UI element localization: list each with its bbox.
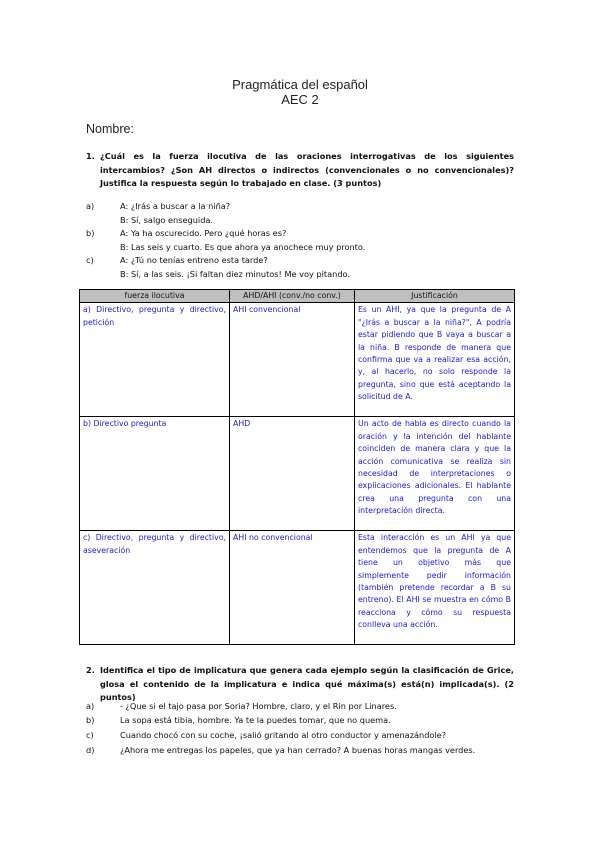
example-text: - ¿Que si el tajo pasa por Soria? Hombre, claro, y el Rin por Linares. xyxy=(120,701,397,711)
exchange-c xyxy=(86,254,516,281)
tipo-cell: AHD xyxy=(230,417,355,531)
question-text: ¿Cuál es la fuerza ilocutiva de las oraciones interrogativas de los siguientes intercambios? ¿Son AH directos o indirectos (convencionales o no convencionales)? Justifica la respuesta según lo trabajado en clase. (3 puntos) xyxy=(100,151,514,188)
table-row xyxy=(80,417,515,531)
exchange-line: B: Sí, a las seis. ¡Si faltan diez minutos! Me voy pitando. xyxy=(120,268,351,279)
exchange-line: A: Ya ha oscurecido. Pero ¿qué horas es? xyxy=(120,228,287,238)
fuerza-cell: b) Directivo pregunta xyxy=(80,417,230,531)
course-title: Pragmática del español xyxy=(232,77,368,92)
example-a xyxy=(86,700,516,714)
answer-table xyxy=(79,289,515,645)
tipo-cell: AHI no convencional xyxy=(230,531,355,645)
justificacion-cell: Es un AHI, ya que la pregunta de A "¿Irás a buscar a la niña?", A podría estar pidiendo que B vaya a buscar a la niña. B responde de manera que confirma que va a realizar esa acción, y, al hacerlo, no solo responde la pregunta, sino que está aceptando la solicitud de A. xyxy=(355,303,515,417)
tipo-cell: AHI convencional xyxy=(230,303,355,417)
example-label: c) xyxy=(86,730,94,740)
exchange-line: A: ¿Irás a buscar a la niña? xyxy=(120,201,231,211)
question-number: 1. xyxy=(86,151,95,161)
column-header: AHD/AHI (conv./no conv.) xyxy=(230,290,355,303)
exchange-b xyxy=(86,227,516,254)
example-label: d) xyxy=(86,745,95,755)
fuerza-cell: a) Directivo, pregunta y directivo, petición xyxy=(80,303,230,417)
exchange-label: b) xyxy=(86,228,95,238)
document-title xyxy=(0,77,600,107)
exchange-a xyxy=(86,200,516,227)
example-text: Cuando chocó con su coche, ¡salió gritando al otro conductor y amenazándole? xyxy=(120,730,447,740)
column-header: fuerza ilocutiva xyxy=(80,290,230,303)
question-text: Identifica el tipo de implicatura que genera cada ejemplo según la clasificación de Grice, glosa el contenido de la implicatura e indica qué máxima(s) está(n) implicada(s). (2 puntos) xyxy=(100,665,514,702)
justificacion-cell: Esta interacción es un AHI ya que entendemos que la pregunta de A tiene un objetivo más que simplemente pedir información (también pretende recordar a B su entreno). El AHI se muestra en cómo B reacciona y cómo su respuesta conlleva una acción. xyxy=(355,531,515,645)
exchange-line: B: Sí, salgo enseguida. xyxy=(120,214,214,225)
table-row xyxy=(80,303,515,417)
question-1 xyxy=(86,150,514,191)
question-2 xyxy=(86,664,514,705)
exchange-line: A: ¿Tú no tenías entreno esta tarde? xyxy=(120,255,268,265)
name-label: Nombre: xyxy=(86,122,134,136)
example-text: ¿Ahora me entregas los papeles, que ya han cerrado? A buenas horas mangas verdes. xyxy=(120,745,476,755)
fuerza-cell: c) Directivo, pregunta y directivo, aseveración xyxy=(80,531,230,645)
example-label: b) xyxy=(86,715,95,725)
example-c xyxy=(86,729,516,743)
table-header-row xyxy=(80,290,515,303)
question-number: 2. xyxy=(86,665,95,675)
exchange-line: B: Las seis y cuarto. Es que ahora ya anochece muy pronto. xyxy=(120,241,366,252)
example-label: a) xyxy=(86,701,95,711)
table-row xyxy=(80,531,515,645)
exchange-label: a) xyxy=(86,201,95,211)
column-header: Justificación xyxy=(355,290,515,303)
example-d xyxy=(86,744,516,758)
assignment-code: AEC 2 xyxy=(281,92,319,107)
exchange-label: c) xyxy=(86,255,94,265)
justificacion-cell: Un acto de habla es directo cuando la oración y la intención del hablante coinciden de manera clara y que la acción comunicativa se realiza sin necesidad de interpretaciones o explicaciones adicionales. El hablante crea una pregunta con una interpretación directa. xyxy=(355,417,515,531)
example-b xyxy=(86,714,516,728)
example-text: La sopa está tibia, hombre. Ya te la puedes tomar, que no quema. xyxy=(120,715,391,725)
